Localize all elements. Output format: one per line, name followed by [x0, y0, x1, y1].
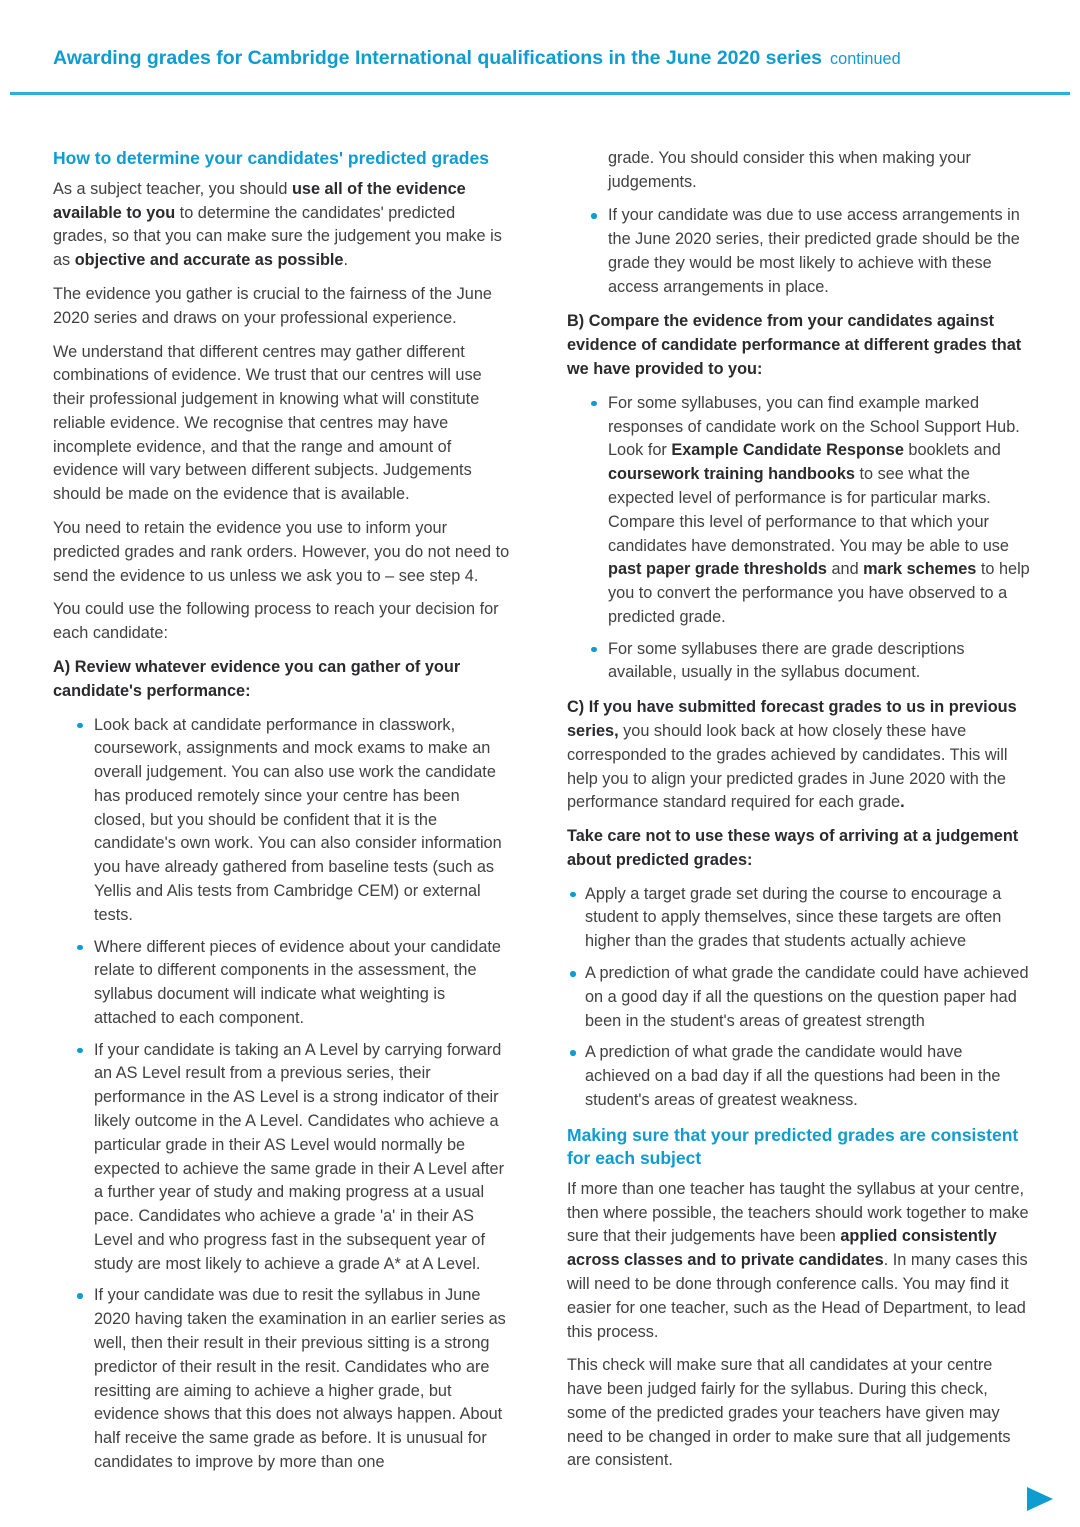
paragraph [53, 598, 511, 646]
text-run: For some syllabuses, you can find example marked responses of candidate work on the School Support Hub. Look for [608, 393, 1020, 460]
paragraph [567, 1354, 1030, 1473]
text-run: you should look back at how closely these have corresponded to the grades achieved by candidates. This will help you to align your predicted grades in June 2020 with the performance standard required for each grade [567, 721, 1008, 812]
paragraph [53, 178, 511, 273]
paragraph [53, 517, 511, 588]
page-title: Awarding grades for Cambridge International qualifications in the June 2020 series [53, 47, 823, 69]
bullet-icon [570, 971, 576, 977]
continued-paragraph [608, 147, 1030, 195]
left-column [53, 147, 511, 1486]
bold-text: use all of the evidence available to you [53, 179, 466, 222]
bullet-icon [591, 213, 597, 219]
paragraph [53, 341, 511, 507]
bullet-item [567, 638, 1030, 686]
text-run: As a subject teacher, you should [53, 179, 292, 198]
bold-text: objective and accurate as possible [74, 251, 344, 270]
bullet-icon [570, 892, 576, 898]
text-run: If more than one teacher has taught the syllabus at your centre, then where possible, the teachers should work together to make sure that their judgements have been [567, 1179, 1029, 1246]
bullet-list [567, 392, 1030, 685]
text-run: booklets and [903, 441, 1001, 460]
bullet-list [567, 883, 1030, 1113]
text-run: . [343, 251, 349, 270]
bold-text: Take care not to use these ways of arriving at a judgement about predicted grades: [567, 827, 1019, 869]
bullet-list [567, 204, 1030, 299]
bold-text: . [900, 793, 905, 812]
bullet-icon [77, 1293, 83, 1299]
bold-text: Example Candidate Response [671, 441, 904, 460]
text-run: If your candidate was due to use access arrangements in the June 2020 series, their predicted grade should be the grade they would be most likely to achieve with these access arrangements in place. [608, 206, 1020, 296]
section-heading [53, 147, 511, 170]
text-run: For some syllabuses there are grade descriptions available, usually in the syllabus document. [608, 639, 965, 682]
text-run: . In many cases this will need to be done through conference calls. You may find it easier for one teacher, such as the Head of Department, to lead this process. [567, 1251, 1028, 1341]
right-column [567, 147, 1030, 1486]
bullet-icon [77, 945, 83, 951]
paragraph [567, 696, 1030, 815]
bullet-list [53, 714, 511, 1475]
bullet-item [567, 962, 1030, 1033]
paragraph [53, 283, 511, 331]
text-run: We understand that different centres may gather different combinations of evidence. We trust that our centres will use their professional judgement in knowing what will constitute reliable evidence. We recognise that centres may have incomplete evidence, and that the range and amount of evidence will vary between different subjects. Judgements should be made on the evidence that is available. [53, 342, 482, 504]
text-run: A prediction of what grade the candidate could have achieved on a good day if all the questions on the question paper had been in the student's areas of greatest strength [585, 964, 1029, 1030]
list-lead-heading [567, 825, 1030, 873]
list-lead-heading [567, 310, 1030, 381]
bullet-item [567, 204, 1030, 299]
text-run: How to determine your candidates' predicted grades [53, 147, 489, 168]
text-run: This check will make sure that all candidates at your centre have been judged fairly for the syllabus. During this check, some of the predicted grades your teachers have given may need to be changed in order to make sure that all judgements are consistent. [567, 1356, 1011, 1470]
bullet-icon [591, 401, 597, 407]
text-run: You need to retain the evidence you use to inform your predicted grades and rank orders. However, you do not need to send the evidence to us unless we ask you to – see step 4. [53, 519, 510, 585]
section-heading [567, 1124, 1030, 1170]
text-run: If your candidate was due to resit the syllabus in June 2020 having taken the examination in an earlier series as well, then their result in their previous sitting is a strong predictor of their result in the resit. Candidates who are resitting are aiming to achieve a higher grade, but evidence shows that this does not always happen. About half receive the same grade as before. It is unusual for candidates to improve by more than one [94, 1286, 506, 1471]
bullet-icon [570, 1050, 576, 1056]
text-run: and [826, 560, 864, 579]
bullet-item [567, 883, 1030, 954]
text-run: to help you to convert the performance you have observed to a predicted grade. [608, 560, 1030, 626]
bullet-item [53, 1039, 511, 1277]
text-run: to determine the candidates' predicted grades, so that you can make sure the judgement you make is as [53, 203, 502, 270]
bullet-item [567, 1041, 1030, 1112]
bullet-item [53, 714, 511, 928]
bold-text: mark schemes [863, 560, 977, 579]
text-run: If your candidate is taking an A Level by carrying forward an AS Level result from a previous series, their performance in the AS Level is a strong indicator of their likely outcome in the A Level. Candidates who achieve a particular grade in their AS Level would normally be expected to achieve the same grade in their A Level after a further year of study and making progress at a usual pace. Candidates who achieve a grade 'a' in their AS Level and who progress fast in the subsequent year of study are most likely to achieve a grade A* at A Level. [94, 1040, 505, 1273]
bullet-item [567, 392, 1030, 630]
bold-text: past paper grade thresholds [608, 560, 827, 579]
bold-text: coursework training handbooks [608, 465, 855, 484]
page-header [0, 0, 1080, 72]
paragraph [567, 1178, 1030, 1344]
text-run: Apply a target grade set during the course to encourage a student to apply themselves, since these targets are often higher than the grades that students actually achieve [585, 884, 1002, 951]
list-lead-heading [53, 656, 511, 704]
bold-text: B) Compare the evidence from your candidates against evidence of candidate performance at different grades that we have provided to you: [567, 312, 1022, 379]
bullet-item [53, 1284, 511, 1474]
bullet-icon [591, 647, 597, 653]
text-run: Where different pieces of evidence about your candidate relate to different components in the assessment, the syllabus document will indicate what weighting is attached to each component. [94, 937, 501, 1027]
text-run: A prediction of what grade the candidate would have achieved on a bad day if all the questions had been in the student's areas of greatest weakness. [585, 1043, 1001, 1109]
text-run: You could use the following process to reach your decision for each candidate: [53, 600, 499, 643]
bullet-item [53, 936, 511, 1031]
text-run: The evidence you gather is crucial to the fairness of the June 2020 series and draws on your professional experience. [53, 285, 492, 327]
bold-text: applied consistently across classes and to private candidates [567, 1227, 997, 1270]
bold-text: C) If you have submitted forecast grades to us in previous series, [567, 698, 1017, 740]
bold-text: A) Review whatever evidence you can gather of your candidate's performance: [53, 657, 461, 700]
bullet-icon [77, 723, 83, 729]
document-body [0, 95, 1080, 1486]
text-run: Making sure that your predicted grades are consistent for each subject [567, 1124, 1019, 1168]
text-run: to see what the expected level of performance is for particular marks. Compare this level of performance to that which your candidates have demonstrated. You may be able to use [608, 465, 1009, 555]
next-page-arrow-icon[interactable] [1027, 1487, 1053, 1511]
bullet-icon [77, 1048, 83, 1054]
page-title-continued: continued [830, 50, 901, 68]
text-run: Look back at candidate performance in classwork, coursework, assignments and mock exams to make an overall judgement. You can also use work the candidate has produced remotely since your centre has been closed, but you should be confident that it is the candidate's own work. You can also consider information you have already gathered from baseline tests (such as Yellis and Alis tests from Cambridge CEM) or external tests. [94, 715, 502, 924]
text-run: grade. You should consider this when making your judgements. [608, 148, 971, 191]
